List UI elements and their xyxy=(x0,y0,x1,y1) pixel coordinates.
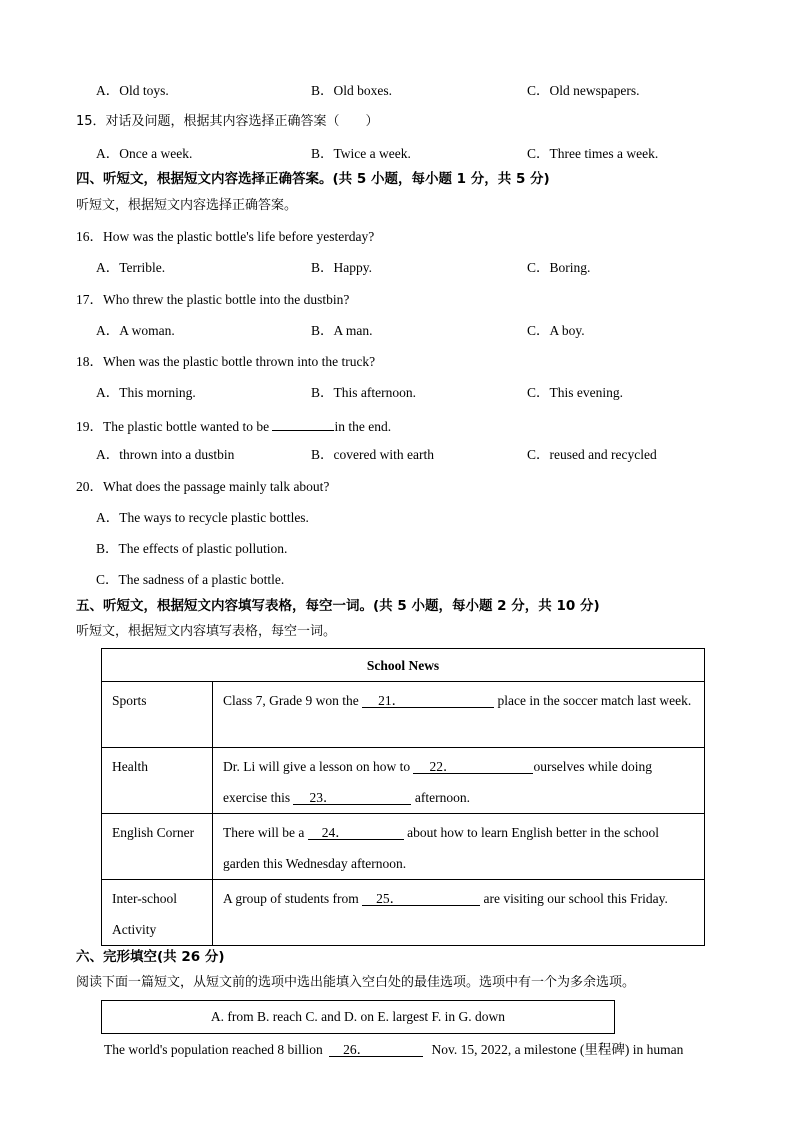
table-row xyxy=(102,748,705,814)
q15-option-c: C．Three times a week. xyxy=(527,146,659,161)
row-label-health: Health xyxy=(102,748,213,814)
q18-option-b: B．This afternoon. xyxy=(311,385,416,400)
table-row xyxy=(102,649,705,682)
q19-option-a: A．thrown into a dustbin xyxy=(96,447,235,462)
row-content-sports xyxy=(213,682,705,748)
section4-instruction: 听短文，根据短文内容选择正确答案。 xyxy=(76,198,298,213)
health-text-after2: afternoon. xyxy=(411,790,470,805)
q20-option-c: C．The sadness of a plastic bottle. xyxy=(96,572,285,587)
section5-instruction: 听短文，根据短文内容填写表格，每空一词。 xyxy=(76,624,337,639)
q16-option-c: C．Boring. xyxy=(527,260,591,275)
q19-blank[interactable] xyxy=(272,416,334,431)
passage-text-before: The world's population reached 8 billion xyxy=(104,1042,327,1057)
row-content-health xyxy=(213,748,705,814)
q14-option-c: C．Old newspapers. xyxy=(527,83,640,98)
row-label-inter-school: Inter-school Activity xyxy=(102,880,213,946)
word-option-box: A. from B. reach C. and D. on E. largest F. in G. down xyxy=(101,1000,615,1034)
section6-heading: 六、完形填空(共 26 分) xyxy=(76,949,225,965)
english-text-after: about how to learn English better in the school garden this Wednesday afternoon. xyxy=(223,825,660,871)
q17-option-a: A．A woman. xyxy=(96,323,175,338)
blank-25[interactable]: 25． xyxy=(362,892,480,906)
section5-heading: 五、听短文，根据短文内容填写表格，每空一词。(共 5 小题，每小题 2 分，共 10 分) xyxy=(76,598,600,614)
blank-23[interactable]: 23． xyxy=(293,791,411,805)
q20-option-a: A．The ways to recycle plastic bottles. xyxy=(96,510,309,525)
q15-option-b: B．Twice a week. xyxy=(311,146,411,161)
table-row xyxy=(102,880,705,946)
table-row xyxy=(102,682,705,748)
q14-option-a: A．Old toys. xyxy=(96,83,169,98)
q17-option-b: B．A man. xyxy=(311,323,373,338)
interschool-text-after: are visiting our school this Friday. xyxy=(480,891,668,906)
row-label-english-corner: English Corner xyxy=(102,814,213,880)
sports-text-after: place in the soccer match last week. xyxy=(494,693,692,708)
q18-option-a: A．This morning. xyxy=(96,385,196,400)
q19-option-b: B．covered with earth xyxy=(311,447,434,462)
sports-text-before: Class 7, Grade 9 won the xyxy=(223,693,363,708)
row-content-english-corner xyxy=(213,814,705,880)
q15-option-a: A．Once a week. xyxy=(96,146,193,161)
q16-option-b: B．Happy. xyxy=(311,260,372,275)
q20-stem: 20．What does the passage mainly talk about? xyxy=(76,479,330,494)
blank-26[interactable]: 26． xyxy=(329,1043,423,1057)
q19-stem xyxy=(76,416,391,435)
row-content-inter-school xyxy=(213,880,705,946)
english-text-before: There will be a xyxy=(223,825,308,840)
q20-option-b: B．The effects of plastic pollution. xyxy=(96,541,288,556)
passage-text-after: Nov. 15, 2022, a milestone (里程碑) in human xyxy=(428,1042,684,1057)
q19-option-c: C．reused and recycled xyxy=(527,447,657,462)
q16-stem: 16．How was the plastic bottle's life before yesterday? xyxy=(76,229,375,244)
q14-option-b: B．Old boxes. xyxy=(311,83,392,98)
q19-stem-after: in the end. xyxy=(334,419,392,434)
q19-stem-before: 19．The plastic bottle wanted to be xyxy=(76,419,273,434)
q16-option-a: A．Terrible. xyxy=(96,260,166,275)
school-news-table xyxy=(101,648,705,946)
blank-24[interactable]: 24． xyxy=(308,826,404,840)
health-text-before2: exercise this xyxy=(223,790,294,805)
q17-stem: 17．Who threw the plastic bottle into the dustbin? xyxy=(76,292,350,307)
blank-21[interactable]: 21． xyxy=(362,694,494,708)
table-title: School News xyxy=(102,649,705,682)
q18-option-c: C．This evening. xyxy=(527,385,623,400)
interschool-text-before: A group of students from xyxy=(223,891,363,906)
blank-22[interactable]: 22． xyxy=(413,760,533,774)
q18-stem: 18．When was the plastic bottle thrown into the truck? xyxy=(76,354,376,369)
table-row xyxy=(102,814,705,880)
row-label-sports: Sports xyxy=(102,682,213,748)
section6-instruction: 阅读下面一篇短文，从短文前的选项中选出能填入空白处的最佳选项。选项中有一个为多余选项。 xyxy=(76,975,636,990)
q17-option-c: C．A boy. xyxy=(527,323,585,338)
section4-heading: 四、听短文，根据短文内容选择正确答案。(共 5 小题，每小题 1 分，共 5 分) xyxy=(76,171,550,187)
health-text-after1: ourselves while doing xyxy=(533,759,652,774)
passage-line xyxy=(104,1042,683,1058)
health-text-before1: Dr. Li will give a lesson on how to xyxy=(223,759,414,774)
q15-stem: 15．对话及问题，根据其内容选择正确答案（ ） xyxy=(76,114,379,129)
